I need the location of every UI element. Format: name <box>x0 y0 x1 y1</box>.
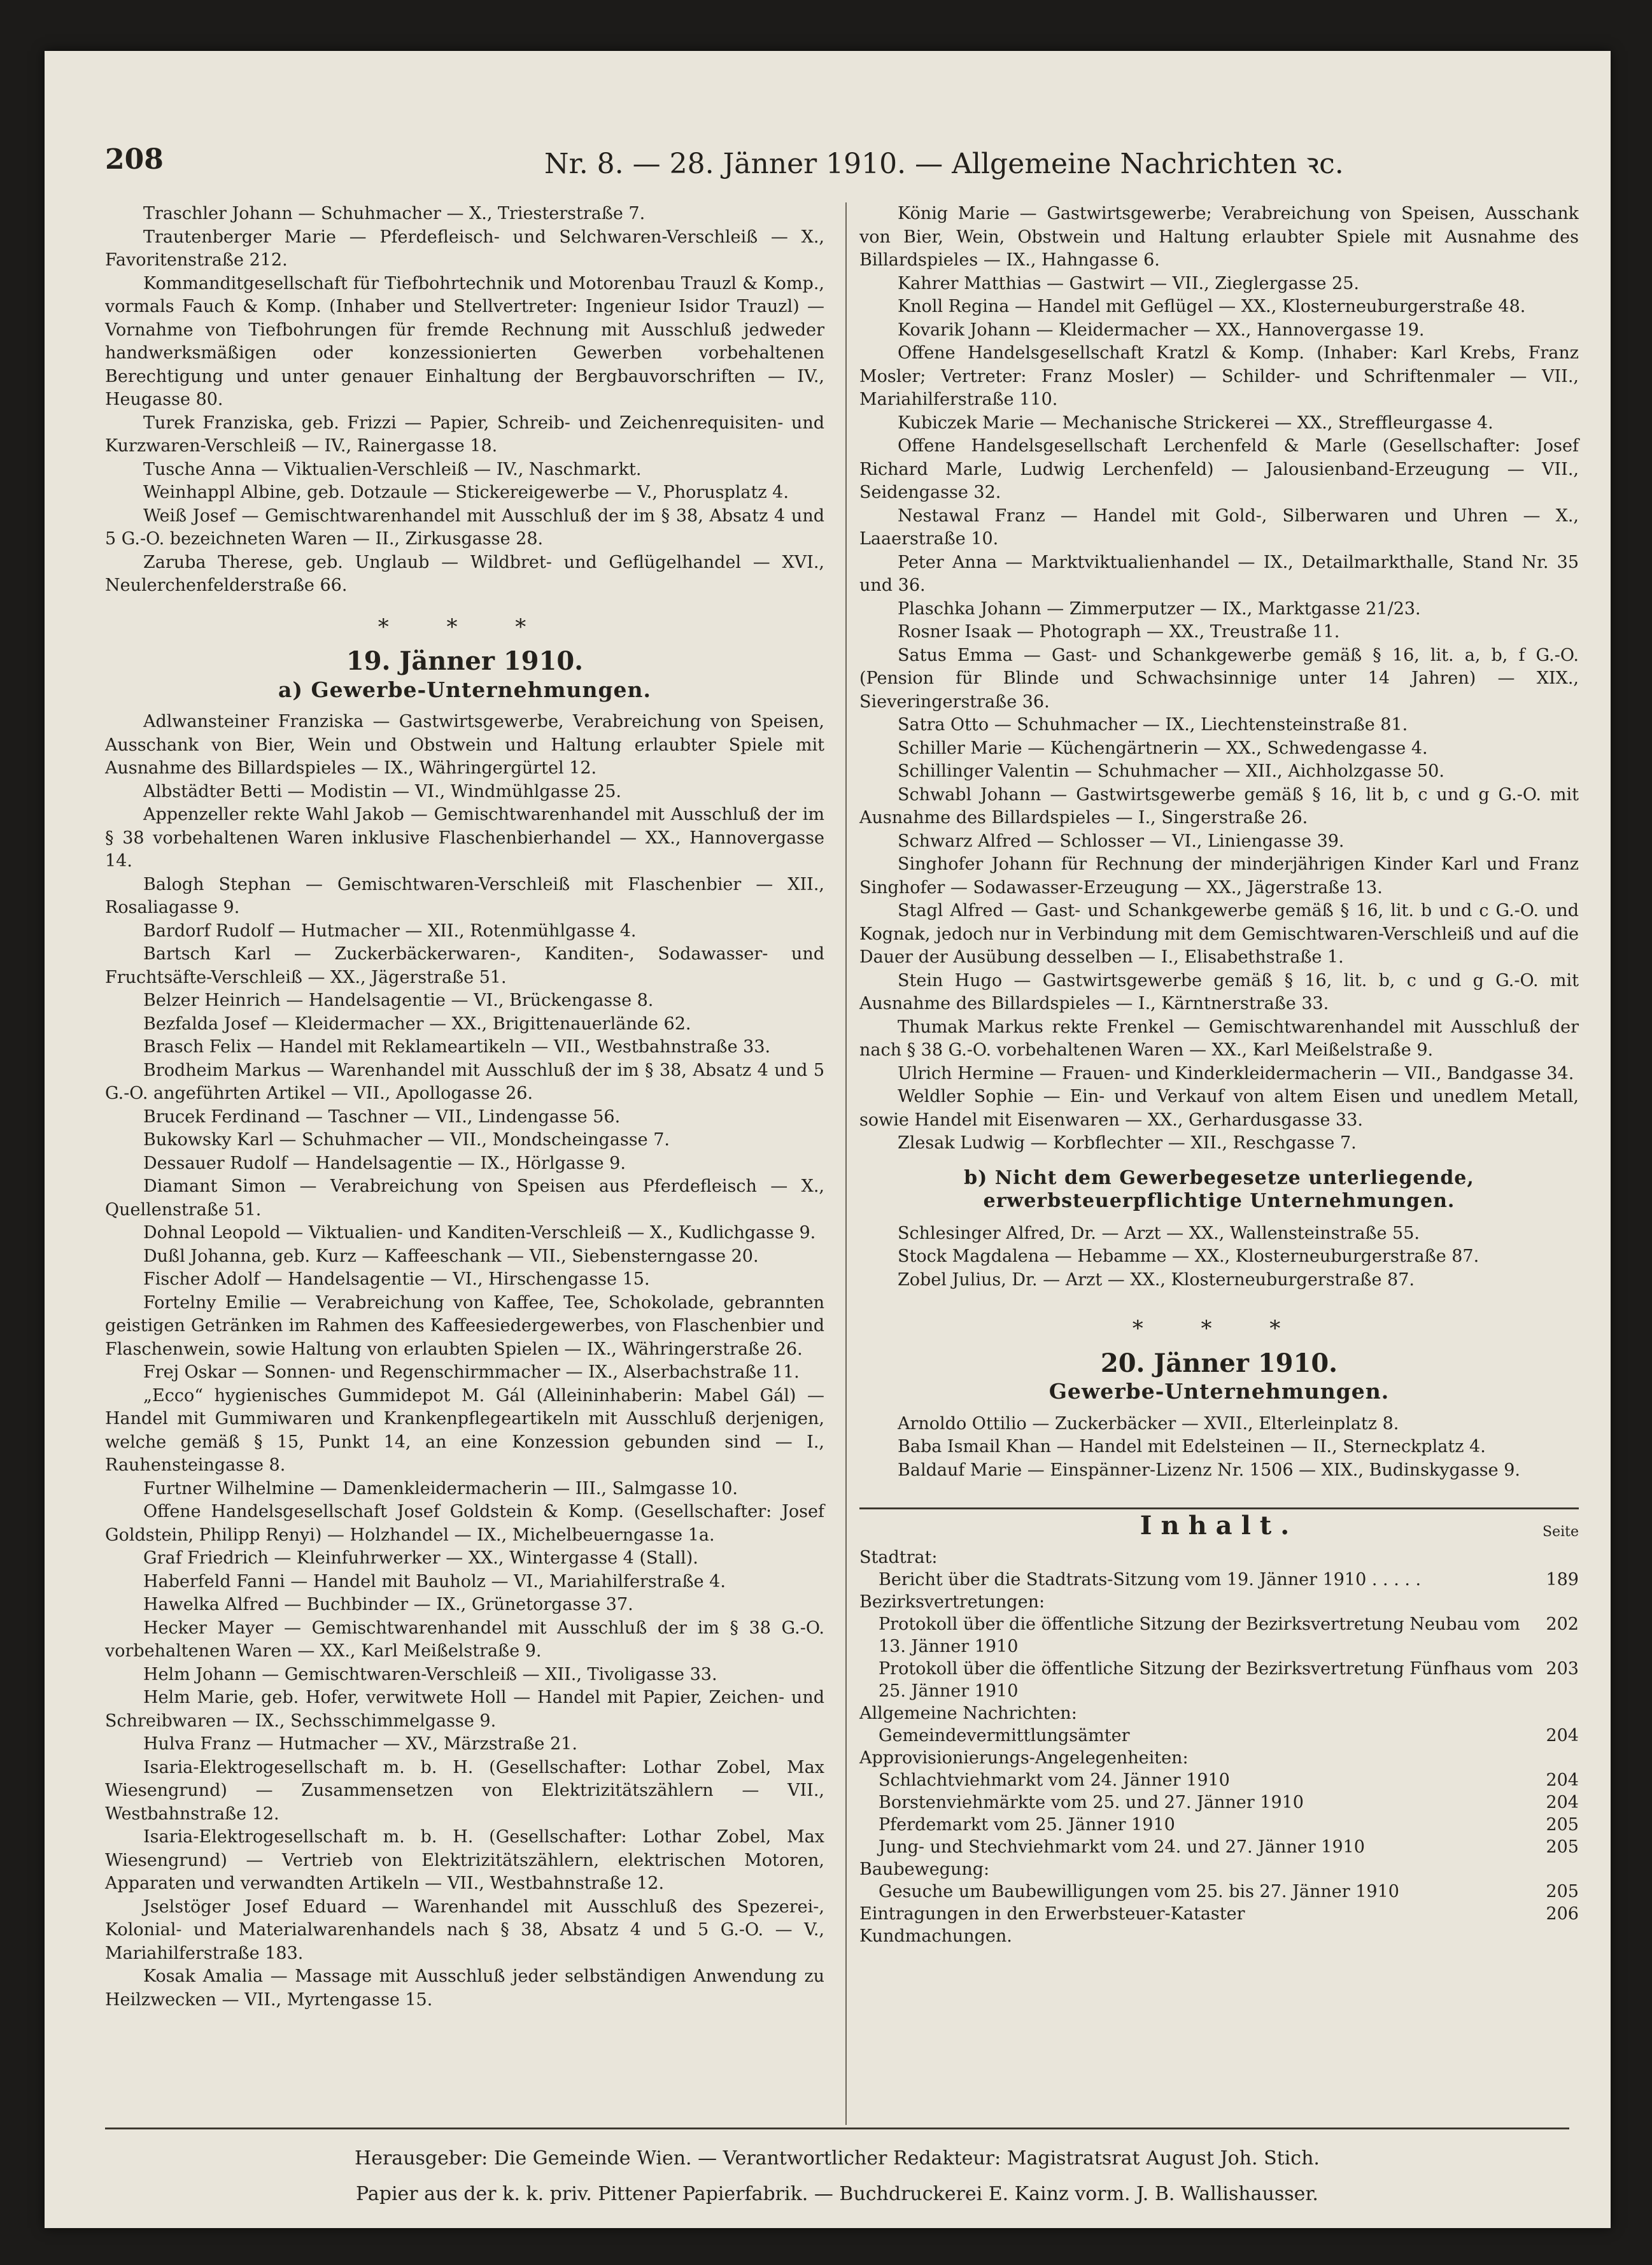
toc-row <box>859 1814 1579 1836</box>
list-item: Hulva Franz — Hutmacher — XV., Märzstraße 21. <box>143 1734 577 1754</box>
list-item: Offene Handelsgesellschaft Lerchenfeld & Marle (Gesellschafter: Josef Richard Marle, Ludwig Lerchenfeld) — Jalousienband-Erzeugung — VII., Seidengasse 32. <box>859 436 1579 502</box>
list-item: Balogh Stephan — Gemischtwaren-Verschleiß mit Flaschenbier — XII., Rosaliagasse 9. <box>105 874 824 917</box>
toc-entry-page: 204 <box>1546 1770 1579 1790</box>
toc-entry-label: Stadtrat: <box>859 1548 938 1567</box>
list-item: König Marie — Gastwirtsgewerbe; Verabreichung von Speisen, Ausschank von Bier, Wein, Obstwein und Haltung erlaubter Spiele mit Ausnahme des Billardspieles — IX., Hahngasse 6. <box>859 204 1579 270</box>
toc-entry-page: 203 <box>1546 1659 1579 1679</box>
toc-entry-label: Approvisionierungs-Angelegenheiten: <box>859 1748 1189 1768</box>
list-item: Zobel Julius, Dr. — Arzt — XX., Klosterneuburgerstraße 87. <box>898 1269 1415 1290</box>
list-item: Appenzeller rekte Wahl Jakob — Gemischtwarenhandel mit Ausschluß der im § 38 vorbehaltenen Waren inklusive Flaschenbierhandel — XX., Hannovergasse 14. <box>105 805 824 871</box>
toc-entry-label: Borstenviehmärkte vom 25. und 27. Jänner 1910 <box>879 1793 1304 1812</box>
list-item: Belzer Heinrich — Handelsagentie — VI., Brückengasse 8. <box>143 991 654 1010</box>
list-item: Brodheim Markus — Warenhandel mit Ausschluß der im § 38, Absatz 4 und 5 G.-O. angeführten Artikel — VII., Apollogasse 26. <box>105 1060 824 1103</box>
toc-entry-label: Gesuche um Baubewilligungen vom 25. bis 27. Jänner 1910 <box>879 1882 1399 1902</box>
list-item: Satra Otto — Schuhmacher — IX., Liechtensteinstraße 81. <box>898 715 1408 735</box>
toc-row <box>859 1791 1579 1814</box>
list-item: Arnoldo Ottilio — Zuckerbäcker — XVII., Elterleinplatz 8. <box>898 1413 1399 1434</box>
list-item: Fortelny Emilie — Verabreichung von Kaffee, Tee, Schokolade, gebrannten geistigen Getränken im Rahmen des Kaffeesiedergewerbes, von Flaschenbier und Flaschenwein, sowie Haltung von erlaubten Spielen — IX., Währingerstraße 26. <box>105 1292 824 1359</box>
list-item: Isaria-Elektrogesellschaft m. b. H. (Gesellschafter: Lothar Zobel, Max Wiesengrund) — Vertrieb von Elektrizitätszählern, elektrischen Motoren, Apparaten und verwandten Artikeln — VII., Westbahnstraße 12. <box>105 1827 824 1893</box>
list-item: Schiller Marie — Küchengärtnerin — XX., Schwedengasse 4. <box>898 738 1428 758</box>
date-heading: 19. Jänner 1910. <box>346 646 584 676</box>
list-item: Dessauer Rudolf — Handelsagentie — IX., Hörlgasse 9. <box>143 1153 626 1173</box>
section-heading: a) Gewerbe-Unternehmungen. <box>278 677 652 702</box>
toc-row <box>859 1725 1579 1747</box>
toc-row <box>859 1747 1579 1769</box>
list-item: Ulrich Hermine — Frauen- und Kinderkleidermacherin — VII., Bandgasse 34. <box>898 1063 1574 1083</box>
imprint-printer: Papier aus der k. k. priv. Pittener Papierfabrik. — Buchdruckerei E. Kainz vorm. J. B. Wallishausser. <box>356 2183 1318 2205</box>
intro-entries <box>105 202 824 598</box>
toc-entry-label: Pferdemarkt vom 25. Jänner 1910 <box>879 1815 1175 1835</box>
list-item: „Ecco“ hygienisches Gummidepot M. Gál (Alleininhaberin: Mabel Gál) — Handel mit Gummiwaren und Krankenpflegeartikeln mit Ausschluß derjenigen, welche gemäß § 15, Punkt 14, an eine Konzession gebunden sind — I., Rauhensteingasse 8. <box>105 1385 824 1475</box>
list-item: Schwabl Johann — Gastwirtsgewerbe gemäß § 16, lit b, c und g G.-O. mit Ausnahme des Billardspieles — I., Singerstraße 26. <box>859 784 1579 828</box>
page-number: 208 <box>105 143 164 176</box>
list-item: Kosak Amalia — Massage mit Ausschluß jeder selbständigen Anwendung zu Heilzwecken — VII., Myrtengasse 15. <box>105 1966 824 2010</box>
list-item: Kovarik Johann — Kleidermacher — XX., Hannovergasse 19. <box>898 320 1425 340</box>
toc-row <box>859 1858 1579 1880</box>
toc-entry-page: 204 <box>1546 1793 1579 1812</box>
toc-row <box>859 1769 1579 1791</box>
list-item: Stock Magdalena — Hebamme — XX., Klosterneuburgerstraße 87. <box>898 1246 1479 1266</box>
right-column <box>859 202 1579 1947</box>
list-item: Hawelka Alfred — Buchbinder — IX., Grünetorgasse 37. <box>143 1595 633 1614</box>
list-item: Jselstöger Josef Eduard — Warenhandel mit Ausschluß des Spezerei-, Kolonial- und Materialwarenhandels nach § 38, Absatz 4 und 5 G.-O. — V., Mariahilferstraße 183. <box>105 1896 824 1963</box>
entries-list <box>105 710 824 2012</box>
list-item: Brucek Ferdinand — Taschner — VII., Lindengasse 56. <box>143 1106 621 1127</box>
list-item: Satus Emma — Gast- und Schankgewerbe gemäß § 16, lit. a, b, f G.-O. (Pension für Blinde und Schwachsinnige unter 14 Jahren) — XIX., Sieveringerstraße 36. <box>859 645 1579 712</box>
date-heading: 20. Jänner 1910. <box>1100 1348 1338 1378</box>
imprint-publisher: Herausgeber: Die Gemeinde Wien. — Verantwortlicher Redakteur: Magistratsrat August Joh. Stich. <box>355 2147 1320 2170</box>
toc-row <box>859 1569 1579 1591</box>
toc-entry-label: Baubewegung: <box>859 1859 990 1879</box>
list-item: Trautenberger Marie — Pferdefleisch- und Selchwaren-Verschleiß — X., Favoritenstraße 212. <box>105 227 824 270</box>
toc-entry-page: 206 <box>1546 1904 1579 1924</box>
list-item: Hecker Mayer — Gemischtwarenhandel mit Ausschluß der im § 38 G.-O. vorbehaltenen Waren — XX., Karl Meißelstraße 9. <box>105 1618 824 1661</box>
list-item: Nestawal Franz — Handel mit Gold-, Silberwaren und Uhren — X., Laaerstraße 10. <box>859 505 1579 549</box>
list-item: Schwarz Alfred — Schlosser — VI., Liniengasse 39. <box>898 831 1345 851</box>
list-item: Helm Johann — Gemischtwaren-Verschleiß — XII., Tivoligasse 33. <box>143 1664 717 1684</box>
toc-entry-label: Gemeindevermittlungsämter <box>879 1726 1130 1746</box>
entries-list <box>859 1413 1579 1483</box>
toc-entry-page: 205 <box>1546 1815 1579 1835</box>
left-column <box>105 202 824 2012</box>
list-item: Bardorf Rudolf — Hutmacher — XII., Rotenmühlgasse 4. <box>143 921 637 941</box>
page-header <box>105 143 1569 188</box>
entries-list <box>859 202 1579 1155</box>
list-item: Baldauf Marie — Einspänner-Lizenz Nr. 1506 — XIX., Budinskygasse 9. <box>898 1460 1520 1480</box>
list-item: Tusche Anna — Viktualien-Verschleiß — IV., Naschmarkt. <box>143 459 642 479</box>
list-item: Schlesinger Alfred, Dr. — Arzt — XX., Wallensteinstraße 55. <box>898 1223 1420 1243</box>
list-item: Stagl Alfred — Gast- und Schankgewerbe gemäß § 16, lit. b und c G.-O. und Kognak, jedoch nur in Verbindung mit dem Gemischtwaren-Verschleiß und auf die Dauer der Ausübung desselben — I., Elisabethstraße 1. <box>859 901 1579 967</box>
list-item: Stein Hugo — Gastwirtsgewerbe gemäß § 16, lit. b, c und g G.-O. mit Ausnahme des Billardspieles — I., Kärntnerstraße 33. <box>859 970 1579 1013</box>
list-item: Weiß Josef — Gemischtwarenhandel mit Ausschluß der im § 38, Absatz 4 und 5 G.-O. bezeichneten Waren — II., Zirkusgasse 28. <box>105 505 824 549</box>
section-stars: * * * <box>1132 1316 1306 1341</box>
list-item: Fischer Adolf — Handelsagentie — VI., Hirschengasse 15. <box>143 1269 650 1289</box>
toc-entry-label: Bezirksvertretungen: <box>859 1592 1045 1612</box>
toc-entry-page: 205 <box>1546 1837 1579 1857</box>
imprint-footer <box>105 2127 1569 2212</box>
toc-entry-label: Kundmachungen. <box>859 1926 1012 1946</box>
toc-row <box>859 1613 1579 1658</box>
toc-entry-label: Jung- und Stechviehmarkt vom 24. und 27. Jänner 1910 <box>879 1837 1365 1857</box>
running-title: Nr. 8. — 28. Jänner 1910. — Allgemeine Nachrichten ꝛc. <box>544 148 1344 180</box>
toc-row <box>859 1658 1579 1702</box>
list-item: Schillinger Valentin — Schuhmacher — XII., Aichholzgasse 50. <box>898 761 1444 781</box>
list-item: Adlwansteiner Franziska — Gastwirtsgewerbe, Verabreichung von Speisen, Ausschank von Bier, Wein und Obstwein und Haltung erlaubter Spiele mit Ausnahme des Billardspieles — IX., Währingergürtel 12. <box>105 712 824 778</box>
list-item: Offene Handelsgesellschaft Josef Goldstein & Komp. (Gesellschafter: Josef Goldstein, Philipp Renyi) — Holzhandel — IX., Michelbeuerngasse 1a. <box>105 1502 824 1545</box>
list-item: Baba Ismail Khan — Handel mit Edelsteinen — II., Sterneckplatz 4. <box>898 1437 1486 1457</box>
toc-entry-label: Schlachtviehmarkt vom 24. Jänner 1910 <box>879 1770 1230 1790</box>
table-of-contents <box>859 1507 1579 1947</box>
column-divider <box>845 202 847 2125</box>
entries-list <box>859 1222 1579 1292</box>
list-item: Bezfalda Josef — Kleidermacher — XX., Brigittenauerlände 62. <box>143 1013 691 1034</box>
list-item: Zaruba Therese, geb. Unglaub — Wildbret- und Geflügelhandel — XVI., Neulerchenfelderstraße 66. <box>105 552 824 595</box>
toc-entry-page: 204 <box>1546 1726 1579 1746</box>
toc-entry-label: Eintragungen in den Erwerbsteuer-Kataster <box>859 1904 1245 1924</box>
list-item: Bartsch Karl — Zuckerbäckerwaren-, Kanditen-, Sodawasser- und Fruchtsäfte-Verschleiß — XX., Jägerstraße 51. <box>105 944 824 987</box>
section-heading: Gewerbe-Unternehmungen. <box>1048 1379 1390 1404</box>
list-item: Peter Anna — Marktviktualienhandel — IX., Detailmarkthalle, Stand Nr. 35 und 36. <box>859 552 1579 595</box>
list-item: Frej Oskar — Sonnen- und Regenschirmmacher — IX., Alserbachstraße 11. <box>143 1362 800 1382</box>
list-item: Isaria-Elektrogesellschaft m. b. H. (Gesellschafter: Lothar Zobel, Max Wiesengrund) — Zusammensetzen von Elektrizitätszählern — VII., Westbahnstraße 12. <box>105 1757 824 1824</box>
list-item: Singhofer Johann für Rechnung der minderjährigen Kinder Karl und Franz Singhofer — Sodawasser-Erzeugung — XX., Jägerstraße 13. <box>859 854 1579 898</box>
list-item: Helm Marie, geb. Hofer, verwitwete Holl — Handel mit Papier, Zeichen- und Schreibwaren — IX., Sechsschimmelgasse 9. <box>105 1688 824 1731</box>
newspaper-page <box>45 51 1611 2228</box>
toc-entry-label: Protokoll über die öffentliche Sitzung der Bezirksvertretung Neubau vom 13. Jänner 1910 <box>879 1614 1520 1656</box>
list-item: Haberfeld Fanni — Handel mit Bauholz — VI., Mariahilferstraße 4. <box>143 1571 726 1591</box>
section-stars: * * * <box>378 614 552 640</box>
list-item: Furtner Wilhelmine — Damenkleidermacherin — III., Salmgasse 10. <box>143 1478 738 1499</box>
list-item: Rosner Isaak — Photograph — XX., Treustraße 11. <box>898 622 1340 642</box>
list-item: Weldler Sophie — Ein- und Verkauf von altem Eisen und unedlem Metall, sowie Handel mit Eisenwaren — XX., Gerhardusgasse 33. <box>859 1087 1579 1130</box>
toc-entry-label: Protokoll über die öffentliche Sitzung der Bezirksvertretung Fünfhaus vom 25. Jänner 1910 <box>879 1659 1534 1701</box>
toc-row <box>859 1880 1579 1903</box>
list-item: Kahrer Matthias — Gastwirt — VII., Zieglergasse 25. <box>898 273 1360 293</box>
toc-entry-page: 202 <box>1546 1614 1579 1634</box>
list-item: Plaschka Johann — Zimmerputzer — IX., Marktgasse 21/23. <box>898 598 1421 619</box>
toc-title: Inhalt. <box>1140 1511 1299 1541</box>
toc-row <box>859 1903 1579 1925</box>
list-item: Dußl Johanna, geb. Kurz — Kaffeeschank — VII., Siebensterngasse 20. <box>143 1246 759 1266</box>
list-item: Kommanditgesellschaft für Tiefbohrtechnik und Motorenbau Trauzl & Komp., vormals Fauch & Komp. (Inhaber und Stellvertreter: Ingenieur Isidor Trauzl) — Vornahme von Tiefbohrungen für fremde Rechnung mit Ausschluß jedweder handwerksmäßigen oder konzessionierten Gewerben vorbehaltenen Berechtigung und unter genauer Einhaltung der Bergbauvorschriften — IV., Heugasse 80. <box>105 273 824 409</box>
section-heading: b) Nicht dem Gewerbegesetze unterliegende, erwerbsteuerpflichtige Unternehmungen. <box>964 1166 1474 1212</box>
list-item: Dohnal Leopold — Viktualien- und Kanditen-Verschleiß — X., Kudlichgasse 9. <box>143 1223 816 1243</box>
toc-row <box>859 1546 1579 1569</box>
list-item: Bukowsky Karl — Schuhmacher — VII., Mondscheingasse 7. <box>143 1130 670 1150</box>
toc-row <box>859 1702 1579 1725</box>
list-item: Turek Franziska, geb. Frizzi — Papier, Schreib- und Zeichenrequisiten- und Kurzwaren-Verschleiß — IV., Rainergasse 18. <box>105 413 824 456</box>
toc-entry-page: 189 <box>1546 1570 1579 1590</box>
list-item: Traschler Johann — Schuhmacher — X., Triesterstraße 7. <box>143 204 646 223</box>
toc-entry-label: Allgemeine Nachrichten: <box>859 1704 1077 1723</box>
toc-entry-label: Bericht über die Stadtrats-Sitzung vom 19. Jänner 1910 . . . . . <box>879 1570 1422 1590</box>
list-item: Knoll Regina — Handel mit Geflügel — XX., Klosterneuburgerstraße 48. <box>898 297 1526 316</box>
list-item: Offene Handelsgesellschaft Kratzl & Komp. (Inhaber: Karl Krebs, Franz Mosler; Vertreter: Franz Mosler) — Schilder- und Schriftenmaler — VII., Mariahilferstraße 110. <box>859 343 1579 409</box>
list-item: Brasch Felix — Handel mit Reklameartikeln — VII., Westbahnstraße 33. <box>143 1037 771 1057</box>
list-item: Thumak Markus rekte Frenkel — Gemischtwarenhandel mit Ausschluß der nach § 38 G.-O. vorbehaltenen Waren — XX., Karl Meißelstraße 9. <box>859 1017 1579 1060</box>
toc-row <box>859 1925 1579 1947</box>
toc-row <box>859 1591 1579 1613</box>
toc-page-label: Seite <box>1543 1524 1579 1540</box>
list-item: Zlesak Ludwig — Korbflechter — XII., Reschgasse 7. <box>898 1133 1357 1153</box>
list-item: Weinhappl Albine, geb. Dotzaule — Stickereigewerbe — V., Phorusplatz 4. <box>143 483 789 502</box>
list-item: Kubiczek Marie — Mechanische Strickerei — XX., Streffleurgasse 4. <box>898 413 1493 433</box>
toc-row <box>859 1836 1579 1858</box>
list-item: Graf Friedrich — Kleinfuhrwerker — XX., Wintergasse 4 (Stall). <box>143 1548 698 1568</box>
toc-rows <box>859 1546 1579 1947</box>
toc-entry-page: 205 <box>1546 1882 1579 1902</box>
list-item: Albstädter Betti — Modistin — VI., Windmühlgasse 25. <box>143 781 621 801</box>
list-item: Diamant Simon — Verabreichung von Speisen aus Pferdefleisch — X., Quellenstraße 51. <box>105 1176 824 1220</box>
